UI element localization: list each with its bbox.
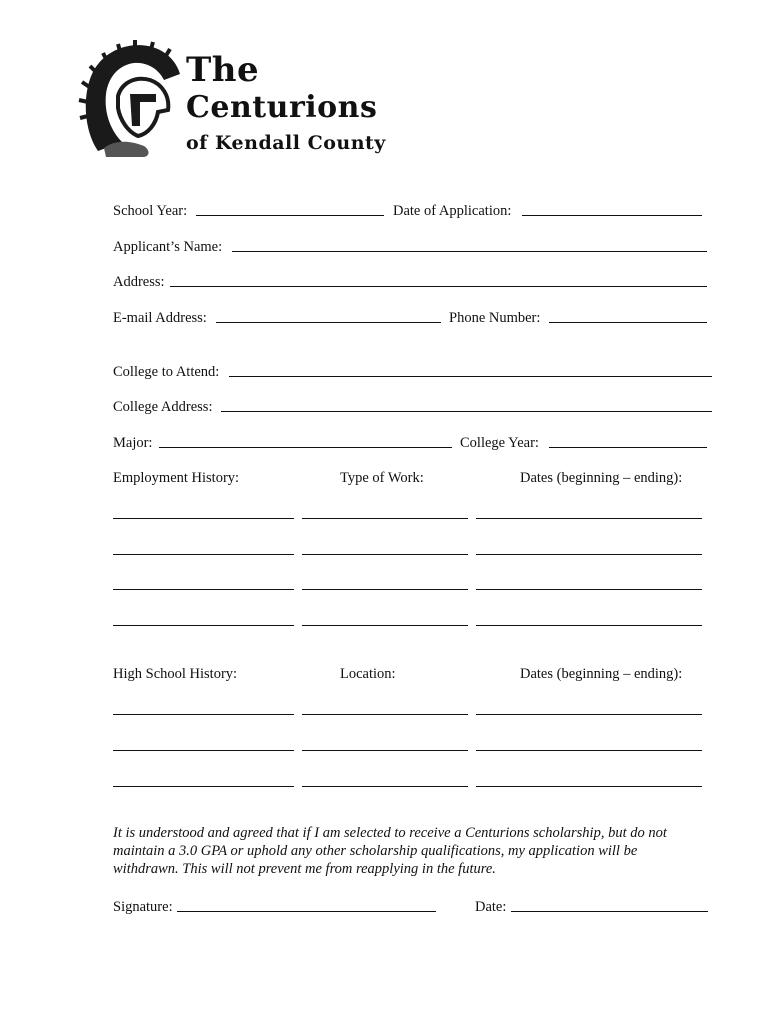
high-school-dates-field[interactable] xyxy=(476,786,702,787)
signature-label: Signature: xyxy=(113,899,173,915)
high-school-history-field[interactable] xyxy=(113,750,294,751)
employment-history-field[interactable] xyxy=(113,625,294,626)
major-label: Major: xyxy=(113,435,153,451)
high-school-history-header: High School History: xyxy=(113,666,238,682)
signature-field[interactable] xyxy=(177,911,436,912)
employment-dates-field[interactable] xyxy=(476,554,702,555)
college-address-field[interactable] xyxy=(221,411,712,412)
location-header: Location: xyxy=(340,666,396,682)
college-year-label: College Year: xyxy=(460,435,539,451)
email-label: E-mail Address: xyxy=(113,310,207,326)
college-year-field[interactable] xyxy=(549,447,707,448)
date-label: Date: xyxy=(475,899,507,915)
date-field[interactable] xyxy=(511,911,708,912)
date-of-application-label: Date of Application: xyxy=(393,203,512,219)
location-field[interactable] xyxy=(302,786,468,787)
major-field[interactable] xyxy=(159,447,452,448)
type-of-work-field[interactable] xyxy=(302,589,468,590)
college-address-label: College Address: xyxy=(113,399,213,415)
college-to-attend-label: College to Attend: xyxy=(113,364,220,380)
college-to-attend-field[interactable] xyxy=(229,376,712,377)
email-field[interactable] xyxy=(216,322,441,323)
logo-title-the: The xyxy=(186,50,260,90)
type-of-work-header: Type of Work: xyxy=(340,470,424,486)
employment-dates-field[interactable] xyxy=(476,589,702,590)
address-label: Address: xyxy=(113,274,165,290)
logo-title-centurions: Centurions xyxy=(186,90,378,125)
type-of-work-field[interactable] xyxy=(302,625,468,626)
location-field[interactable] xyxy=(302,714,468,715)
type-of-work-field[interactable] xyxy=(302,518,468,519)
applicant-name-field[interactable] xyxy=(232,251,707,252)
agreement-statement: It is understood and agreed that if I am selected to receive a Centurions scholarship, but do not maintain a 3.0 GPA or uphold any other scholarship qualifications, my application will be withdrawn. This will not prevent me from reapplying in the future. xyxy=(113,825,667,877)
employment-history-field[interactable] xyxy=(113,518,294,519)
employment-dates-field[interactable] xyxy=(476,518,702,519)
employment-history-field[interactable] xyxy=(113,554,294,555)
school-year-label: School Year: xyxy=(113,203,188,219)
high-school-history-field[interactable] xyxy=(113,786,294,787)
employment-history-header: Employment History: xyxy=(113,470,240,486)
school-year-field[interactable] xyxy=(196,215,384,216)
employment-history-field[interactable] xyxy=(113,589,294,590)
phone-field[interactable] xyxy=(549,322,707,323)
employment-dates-header: Dates (beginning – ending): xyxy=(520,470,683,486)
high-school-dates-field[interactable] xyxy=(476,714,702,715)
location-field[interactable] xyxy=(302,750,468,751)
high-school-dates-field[interactable] xyxy=(476,750,702,751)
type-of-work-field[interactable] xyxy=(302,554,468,555)
logo-subtitle: of Kendall County xyxy=(186,132,386,154)
high-school-dates-header: Dates (beginning – ending): xyxy=(520,666,683,682)
employment-dates-field[interactable] xyxy=(476,625,702,626)
applicant-name-label: Applicant’s Name: xyxy=(113,239,223,255)
centurion-helmet-logo xyxy=(78,36,184,158)
phone-label: Phone Number: xyxy=(449,310,541,326)
high-school-history-field[interactable] xyxy=(113,714,294,715)
date-of-application-field[interactable] xyxy=(522,215,702,216)
address-field[interactable] xyxy=(170,286,707,287)
